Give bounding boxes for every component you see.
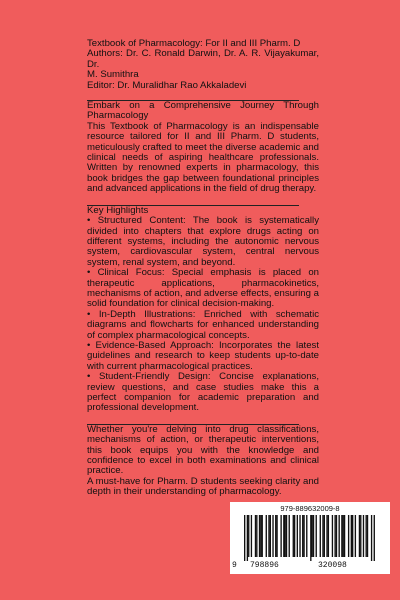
isbn-label: 979-889632009-8 (280, 504, 340, 513)
barcode-digit-first: 9 (232, 561, 237, 570)
highlights-heading: Key Highlights (87, 204, 149, 216)
highlights-section (87, 206, 319, 414)
closing-paragraph: Whether you're delving into drug classifications, mechanisms of action, or therapeutic interventions, this book equips you with the knowledge and confidence to excel in both examinations and clinical practice. (87, 423, 319, 477)
closing-section (87, 425, 319, 498)
highlight-item-evidence: • Evidence-Based Approach: Incorporates the latest guidelines and research to keep students up-to-date with current pharmacological practices. (87, 339, 319, 372)
isbn-barcode (230, 502, 390, 574)
editor-line: Editor: Dr. Muralidhar Rao Akkaladevi (87, 79, 247, 91)
barcode-digits-left: 798896 (250, 561, 279, 570)
highlight-item-structured: • Structured Content: The book is systematically divided into chapters that explore drugs acting on different systems, including the autonomic nervous system, cardiovascular system, central nervous system, renal system, and beyond. (87, 215, 319, 268)
back-cover-text (87, 39, 319, 498)
intro-body: This Textbook of Pharmacology is an indispensable resource tailored for II and III Pharm. D students, meticulously crafted to meet the diverse academic and clinical needs of aspiring healthcare professionals. Written by renowned experts in pharmacology, this book bridges the gap between foundational principles and advanced applications in the field of drug therapy. (87, 120, 319, 195)
highlight-item-design: • Student-Friendly Design: Concise explanations, review questions, and case studies make this a perfect companion for academic preparation and professional development. (87, 371, 319, 414)
authors-line-cont: M. Sumithra (87, 69, 139, 81)
barcode-digits-right: 320098 (318, 561, 347, 570)
highlight-item-clinical: • Clinical Focus: Special emphasis is placed on therapeutic applications, pharmacokinetics, mechanisms of action, and adverse effects, ensuring a solid foundation for clinical decision-making. (87, 267, 319, 310)
closing-tagline: A must-have for Pharm. D students seeking clarity and depth in their understanding of pharmacology. (87, 475, 319, 498)
intro-section (87, 101, 319, 195)
book-info (87, 39, 319, 91)
barcode-bars (240, 515, 380, 561)
book-title: Textbook of Pharmacology: For II and III Pharm. D (87, 38, 301, 49)
authors-line: Authors: Dr. C. Ronald Darwin, Dr. A. R. Vijayakumar, Dr. (87, 48, 319, 70)
intro-heading-cont: Pharmacology (87, 110, 149, 122)
intro-heading: Embark on a Comprehensive Journey Through (87, 100, 319, 112)
highlight-item-illustrations: • In-Depth Illustrations: Enriched with schematic diagrams and flowcharts for enhanced understanding of complex pharmacological concepts. (87, 308, 319, 341)
